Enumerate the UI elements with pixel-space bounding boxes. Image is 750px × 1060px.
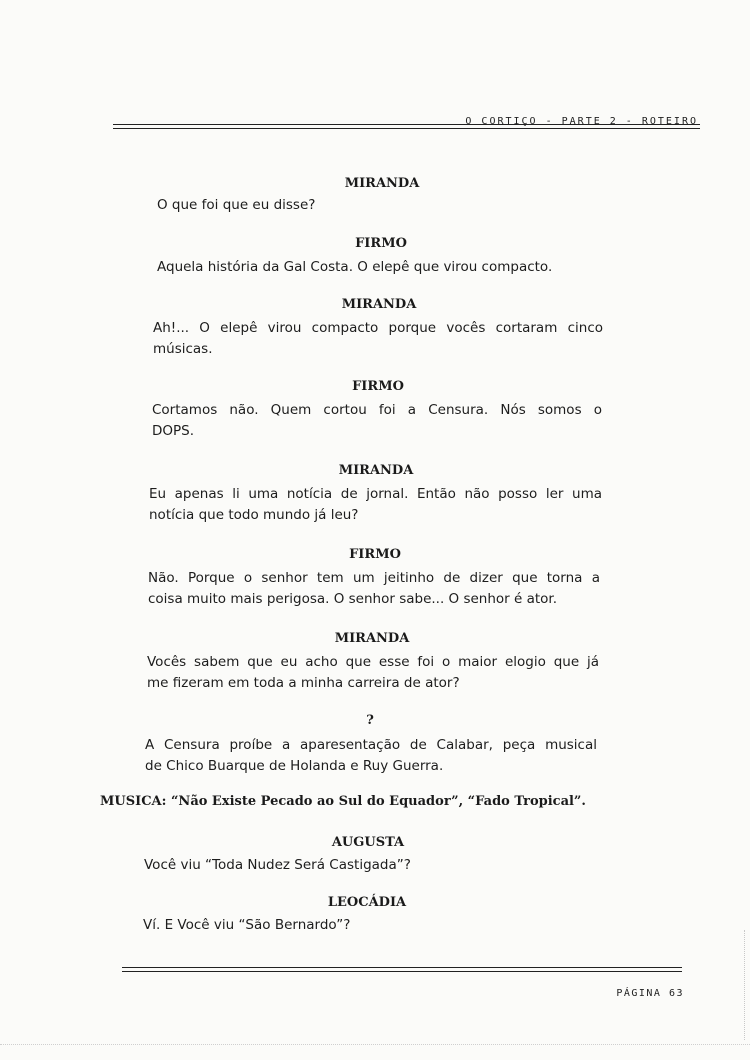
- speaker-name: FIRMO: [349, 547, 401, 562]
- dialogue-line: Cortamos não. Quem cortou foi a Censura. Nós somos o: [152, 402, 602, 418]
- running-header: O CORTIÇO - PARTE 2 - ROTEIRO: [465, 116, 698, 127]
- dialogue-line: músicas.: [153, 341, 213, 357]
- dialogue-line: de Chico Buarque de Holanda e Ruy Guerra.: [145, 758, 444, 774]
- dialogue: [157, 195, 617, 216]
- dialogue-line: coisa muito mais perigosa. O senhor sabe... O senhor é ator.: [148, 591, 558, 607]
- dialogue-line: Não. Porque o senhor tem um jeitinho de dizer que torna a: [148, 570, 600, 586]
- page-number: PÁGINA 63: [616, 988, 684, 999]
- dialogue-line: O que foi que eu disse?: [157, 197, 316, 213]
- scan-edge-mark: [744, 930, 746, 1040]
- speaker-name: AUGUSTA: [331, 835, 405, 850]
- dialogue: [153, 318, 603, 360]
- dialogue: [152, 400, 602, 442]
- dialogue: [144, 855, 604, 876]
- dialogue-line: Ví. E Você viu “São Bernardo”?: [143, 917, 351, 933]
- dialogue-line: Ah!... O elepê virou compacto porque vocês cortaram cinco: [153, 320, 603, 336]
- dialogue-line: Aquela história da Gal Costa. O elepê que virou compacto.: [157, 259, 553, 275]
- scan-bottom-edge: [0, 1044, 750, 1046]
- speaker-name: ?: [366, 713, 374, 728]
- speaker-name: MIRANDA: [334, 631, 410, 646]
- dialogue-line: Eu apenas li uma notícia de jornal. Então não posso ler uma: [149, 486, 602, 502]
- speaker-name: MIRANDA: [341, 297, 417, 312]
- dialogue: [145, 735, 597, 777]
- footer-rule: [122, 967, 682, 972]
- dialogue: [157, 257, 627, 278]
- dialogue: [147, 652, 599, 694]
- dialogue-line: Vocês sabem que eu acho que esse foi o maior elogio que já: [147, 654, 599, 670]
- dialogue: [143, 915, 603, 936]
- dialogue: [149, 484, 602, 526]
- dialogue-line: Você viu “Toda Nudez Será Castigada”?: [144, 857, 411, 873]
- music-cue: MUSICA: “Não Existe Pecado ao Sul do Equador”, “Fado Tropical”.: [100, 794, 586, 809]
- speaker-name: FIRMO: [355, 236, 407, 251]
- speaker-name: LEOCÁDIA: [327, 895, 407, 910]
- speaker-name: MIRANDA: [344, 176, 420, 191]
- dialogue-line: A Censura proíbe a aparesentação de Calabar, peça musical: [145, 737, 597, 753]
- header-rule: [113, 124, 700, 129]
- speaker-name: FIRMO: [352, 379, 404, 394]
- dialogue-line: me fizeram em toda a minha carreira de ator?: [147, 675, 460, 691]
- dialogue-line: notícia que todo mundo já leu?: [149, 507, 359, 523]
- dialogue: [148, 568, 600, 610]
- speaker-name: MIRANDA: [338, 463, 414, 478]
- dialogue-line: DOPS.: [152, 423, 195, 439]
